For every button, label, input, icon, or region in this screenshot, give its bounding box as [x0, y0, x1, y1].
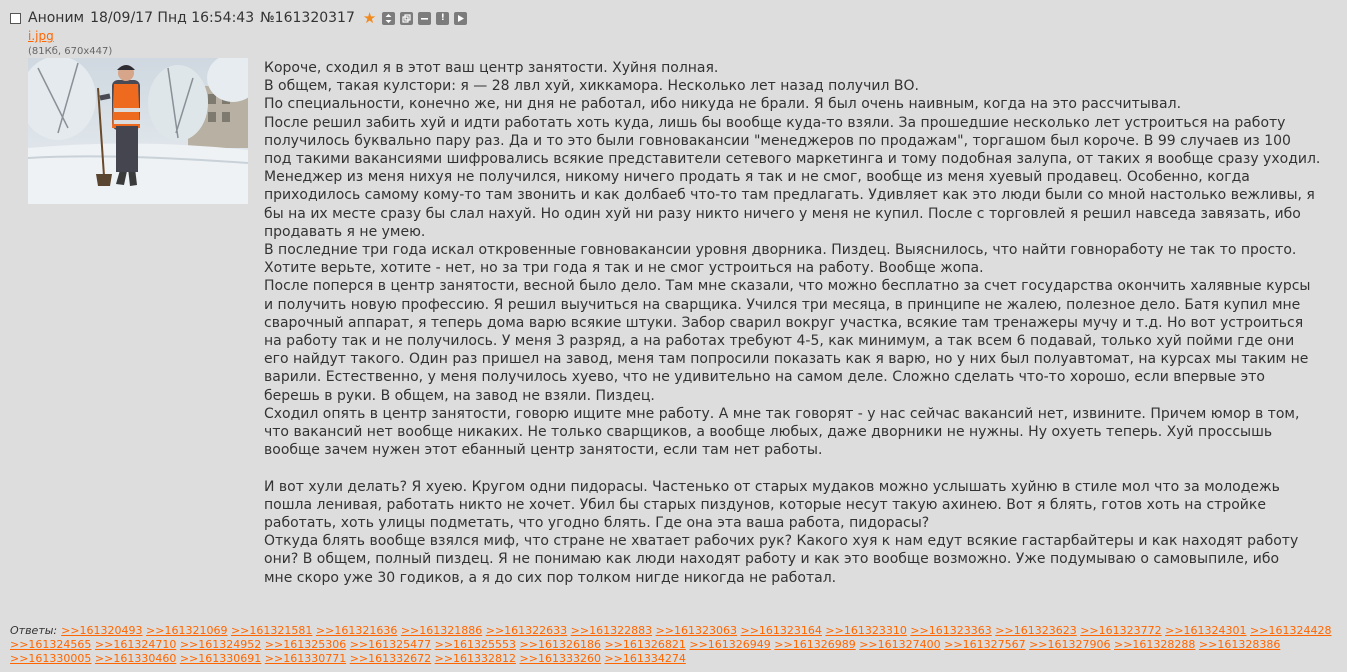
reply-link[interactable]: >>161330460: [94, 652, 177, 665]
reply-link[interactable]: >>161321636: [315, 624, 398, 637]
reply-link[interactable]: >>161322633: [485, 624, 568, 637]
reply-link[interactable]: >>161323164: [740, 624, 822, 637]
report-icon[interactable]: !: [436, 12, 449, 25]
post-message: Короче, сходил я в этот ваш центр занятости. Хуйня полная. В общем, такая кулстори: я — 28 лвл хуй, хиккамора. Несколько лет назад получил ВО. По специальности, конечно же, ни дня не работал, ибо никуда не брали. Я был очень наивным, когда на это рассчитывал. После решил забить хуй и идти работать хоть куда, лишь бы вообще куда-то взяли. За прошедшие несколько лет устроиться на работу получилось буквально пару раз. Да и то это были говновакансии "менеджеров по продажам", торгашом был короче. В 99 случаев из 100 под такими вакансиями шифровались всякие представители сетевого маркетинга и тому подобная залупа, от таких я вообще сразу уходил. Менеджер из меня нихуя не получился, никому ничего продать я так и не смог, вообще из меня хуевый продавец. Особенно, когда приходилось самому кому-то там звонить и как долбаеб что-то там предлагать. Удивляет как это люди были со мной настолько вежливы, я бы на их месте сразу бы слал нахуй. Но один хуй ни разу никто ничего у меня не купил. После с торговлей я решил навседа завязать, ибо продавать я не умею. В последние три года искал откровенные говновакансии уровня дворника. Пиздец. Выяснилось, что найти говноработу не так то просто. Хотите верьте, хотите - нет, но за три года я так и не смог устроиться на работу. Вообще жопа. После поперся в центр занятости, весной было дело. Там мне сказали, что можно бесплатно за счет государства окончить халявные курсы и получить новую профессию. Я решил выучиться на сварщика. Учился три месяца, в принципе не жалею, полезное дело. Батя купил мне сварочный аппарат, я теперь дома варю всякие штуки. Забор сварил вокруг участка, всякие там тренажеры мучу и т.д. Но вот устроиться на работу так и не получилось. У меня 3 разряд, а на работах требуют 4-5, как минимум, а так всем 6 подавай, только хуй пойми где они его найдут такого. Один раз пришел на завод, меня там попросили показать как я варю, но у них был полуавтомат, на курсах мы таким не варили. Естественно, у меня получилось хуево, что не удивительно на самом деле. Сложно сделать что-то хорошо, если впервые это берешь в руки. В общем, на завод не взяли. Пиздец. Сходил опять в центр занятости, говорю ищите мне работу. А мне так говорят - у нас сейчас вакансий нет, извините. Причем юмор в том, что вакансий нет вообще никаких. Не только сварщиков, а вообще любых, даже дворники не нужны. Ну охуеть теперь. Хуй проссышь вообще зачем нужен этот ебанный центр занятости, если там нет работы. И вот хули делать? Я хуею. Кругом одни пидорасы. Частенько от старых мудаков можно услышать хуйню в стиле мол что за молодежь пошла ленивая, работать никто не хочет. Убил бы старых пиздунов, которые несут такую ахинею. Вот я блять, готов хоть на стройке работать, хоть улицы подметать, что угодно блять. Где она эта ваша работа, пидорасы? Откуда блять вообще взялся миф, что стране не хватает рабочих рук? Какого хуя к нам едут всякие гастарбайтеры и как находят работу они? В общем, полный пиздец. Я не понимаю как люди находят работу и как это вообще возможно. Уже подумываю о самовыпиле, ибо мне скоро уже 30 годиков, а я до сих пор толком нигде никогда не работал.: [264, 60, 1321, 586]
post-header: [10, 8, 472, 28]
reply-link[interactable]: >>161322883: [570, 624, 653, 637]
file-link[interactable]: i.jpg: [28, 29, 54, 43]
reply-link[interactable]: >>161327567: [944, 638, 1026, 651]
reply-link[interactable]: >>161324301: [1165, 624, 1247, 637]
post-author: Аноним: [28, 10, 85, 26]
star-icon[interactable]: ★: [362, 9, 377, 27]
reply-link[interactable]: >>161324428: [1250, 624, 1332, 637]
reply-link[interactable]: >>161330691: [179, 652, 262, 665]
file-info: (81Кб, 670x447): [28, 46, 113, 57]
reply-link[interactable]: >>161324710: [94, 638, 177, 651]
copy-icon[interactable]: [400, 12, 413, 25]
reply-link[interactable]: >>161321069: [146, 624, 228, 637]
reply-link[interactable]: >>161334274: [604, 652, 686, 665]
reply-link[interactable]: >>161321581: [230, 624, 313, 637]
reply-link[interactable]: >>161323772: [1080, 624, 1162, 637]
reply-link[interactable]: >>161326949: [689, 638, 771, 651]
reply-link[interactable]: >>161326821: [604, 638, 686, 651]
reply-link[interactable]: >>161332812: [434, 652, 517, 665]
expand-icon[interactable]: [382, 12, 395, 25]
reply-link[interactable]: >>161328288: [1113, 638, 1196, 651]
reply-link[interactable]: >>161327400: [859, 638, 941, 651]
reply-link[interactable]: >>161326186: [519, 638, 601, 651]
reply-link[interactable]: >>161323363: [910, 624, 992, 637]
replies-label: Ответы:: [10, 624, 58, 637]
street-sweeper-image: [28, 58, 248, 204]
reply-link[interactable]: >>161325477: [349, 638, 432, 651]
post-thumbnail[interactable]: [28, 58, 248, 204]
reply-link[interactable]: >>161333260: [519, 652, 601, 665]
reply-link[interactable]: >>161330005: [10, 652, 92, 665]
reply-link[interactable]: >>161330771: [264, 652, 347, 665]
reply-link[interactable]: >>161324565: [10, 638, 92, 651]
reply-link[interactable]: >>161320493: [61, 624, 143, 637]
reply-link[interactable]: >>161321886: [400, 624, 483, 637]
post-number-link[interactable]: №161320317: [260, 10, 355, 26]
reply-link[interactable]: >>161325553: [434, 638, 517, 651]
reply-link[interactable]: >>161332672: [349, 652, 432, 665]
reply-link[interactable]: >>161323063: [655, 624, 737, 637]
reply-link[interactable]: >>161326989: [774, 638, 856, 651]
reply-link[interactable]: >>161328386: [1198, 638, 1281, 651]
play-icon[interactable]: [454, 12, 467, 25]
replies-section: [10, 624, 1340, 666]
reply-link[interactable]: >>161325306: [264, 638, 347, 651]
post-date: 18/09/17 Пнд 16:54:43: [90, 10, 255, 26]
hide-icon[interactable]: [418, 12, 431, 25]
reply-link[interactable]: >>161323310: [825, 624, 907, 637]
reply-link[interactable]: >>161327906: [1029, 638, 1111, 651]
reply-link[interactable]: >>161324952: [179, 638, 262, 651]
post-select-checkbox[interactable]: [10, 13, 21, 24]
reply-link[interactable]: >>161323623: [995, 624, 1077, 637]
